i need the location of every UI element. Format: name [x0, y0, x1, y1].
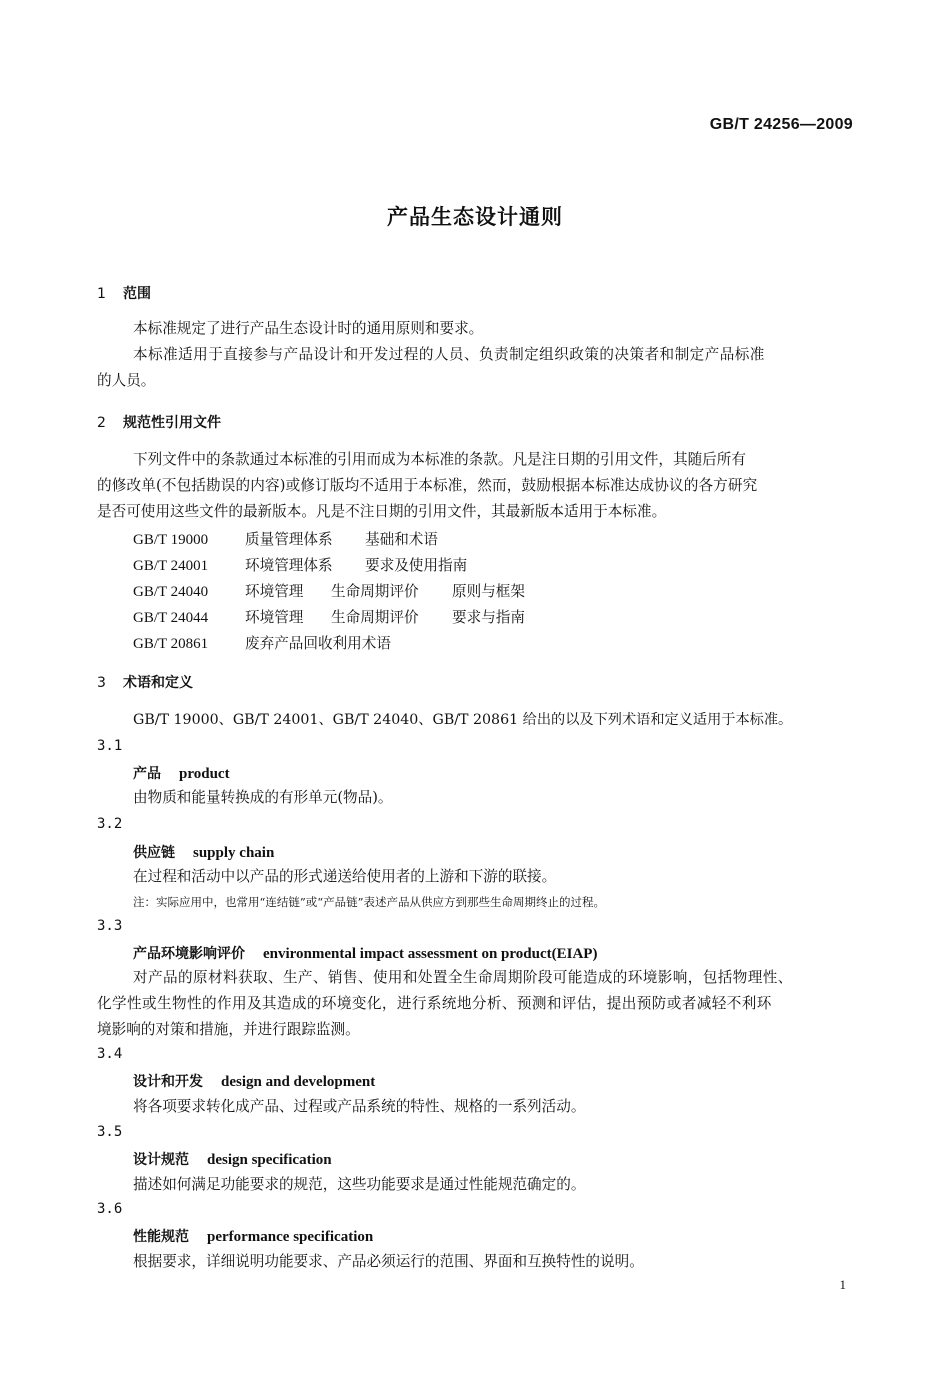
reference-code: GB/T 20861: [133, 636, 209, 652]
term-number: 3.4: [97, 1046, 123, 1062]
term-definition: 境影响的对策和措施，并进行跟踪监测。: [97, 1021, 360, 1038]
term-number: 3.5: [97, 1124, 123, 1140]
reference-title: 要求及使用指南: [365, 557, 468, 574]
term-definition: 由物质和能量转换成的有形单元(物品)。: [133, 789, 393, 806]
section-number: 3: [97, 675, 106, 691]
reference-item: [133, 632, 391, 653]
term-chinese: 产品: [133, 766, 161, 782]
term-chinese: 产品环境影响评价: [133, 946, 245, 962]
term-english: supply chain: [193, 845, 275, 861]
section-1-heading: [97, 283, 151, 303]
term-definition: 化学性或生物性的作用及其造成的环境变化，进行系统地分析、预测和评估，提出预防或者减轻不利环: [97, 995, 772, 1012]
term-english: environmental impact assessment on product(EIAP): [263, 946, 598, 962]
term-heading: [133, 943, 597, 963]
reference-title: 环境管理体系: [245, 557, 333, 574]
term-definition: 根据要求，详细说明功能要求、产品必须运行的范围、界面和互换特性的说明。: [133, 1253, 644, 1270]
reference-title: 环境管理: [245, 583, 304, 600]
paragraph: 下列文件中的条款通过本标准的引用而成为本标准的条款。凡是注日期的引用文件，其随后所有: [133, 451, 746, 468]
reference-title: 基础和术语: [365, 531, 438, 548]
term-heading: [133, 763, 230, 783]
term-chinese: 设计和开发: [133, 1074, 203, 1090]
term-number: 3.1: [97, 738, 123, 754]
reference-code: GB/T 19000: [133, 532, 209, 548]
section-title: 术语和定义: [123, 675, 193, 691]
term-definition: 将各项要求转化成产品、过程或产品系统的特性、规格的一系列活动。: [133, 1098, 586, 1115]
paragraph: 的修改单(不包括勘误的内容)或修订版均不适用于本标准，然而，鼓励根据本标准达成协议的各方研究: [97, 477, 758, 494]
term-number: 3.3: [97, 918, 123, 934]
reference-title: 环境管理: [245, 609, 304, 626]
section-3-heading: [97, 672, 193, 692]
reference-title: 废弃产品回收利用术语: [245, 635, 391, 652]
term-chinese: 供应链: [133, 845, 175, 861]
reference-item: [133, 580, 525, 601]
term-chinese: 性能规范: [133, 1229, 189, 1245]
standard-code: GB/T 24256—2009: [709, 116, 853, 133]
reference-item: [133, 528, 438, 549]
term-note: 注：实际应用中，也常用“连结链”或“产品链”表述产品从供应方到那些生命周期终止的过程。: [133, 895, 606, 909]
reference-item: [133, 554, 467, 575]
section-title: 范围: [123, 286, 151, 302]
term-english: design specification: [207, 1152, 332, 1168]
term-definition: 在过程和活动中以产品的形式递送给使用者的上游和下游的联接。: [133, 868, 557, 885]
term-definition: 对产品的原材料获取、生产、销售、使用和处置全生命周期阶段可能造成的环境影响，包括物理性、: [133, 969, 793, 986]
document-title: 产品生态设计通则: [387, 205, 563, 229]
reference-title: 原则与框架: [452, 583, 525, 600]
term-english: product: [179, 766, 230, 782]
term-definition: 描述如何满足功能要求的规范，这些功能要求是通过性能规范确定的。: [133, 1176, 586, 1193]
paragraph-continuation: 的人员。: [97, 372, 156, 389]
reference-title: 生命周期评价: [331, 609, 419, 626]
term-heading: [133, 842, 274, 862]
term-english: design and development: [221, 1074, 376, 1090]
term-chinese: 设计规范: [133, 1152, 189, 1168]
reference-code: GB/T 24040: [133, 584, 209, 600]
paragraph: 是否可使用这些文件的最新版本。凡是不注日期的引用文件，其最新版本适用于本标准。: [97, 503, 667, 520]
reference-code: GB/T 24044: [133, 610, 209, 626]
paragraph: 本标准规定了进行产品生态设计时的通用原则和要求。: [133, 320, 484, 337]
reference-title: 质量管理体系: [245, 531, 333, 548]
term-number: 3.2: [97, 816, 123, 832]
reference-item: [133, 606, 525, 627]
reference-code: GB/T 24001: [133, 558, 209, 574]
paragraph: 本标准适用于直接参与产品设计和开发过程的人员、负责制定组织政策的决策者和制定产品标准: [133, 346, 765, 363]
term-number: 3.6: [97, 1201, 123, 1217]
section-number: 1: [97, 286, 106, 302]
reference-title: 要求与指南: [452, 609, 525, 626]
section-number: 2: [97, 415, 106, 431]
reference-title: 生命周期评价: [331, 583, 419, 600]
term-heading: [133, 1071, 375, 1091]
paragraph: GB/T 19000、GB/T 24001、GB/T 24040、GB/T 20861 给出的以及下列术语和定义适用于本标准。: [133, 712, 793, 728]
section-2-heading: [97, 412, 221, 432]
page-number: 1: [839, 1277, 846, 1292]
term-english: performance specification: [207, 1229, 374, 1245]
section-title: 规范性引用文件: [123, 415, 221, 431]
term-heading: [133, 1149, 332, 1169]
term-heading: [133, 1226, 373, 1246]
